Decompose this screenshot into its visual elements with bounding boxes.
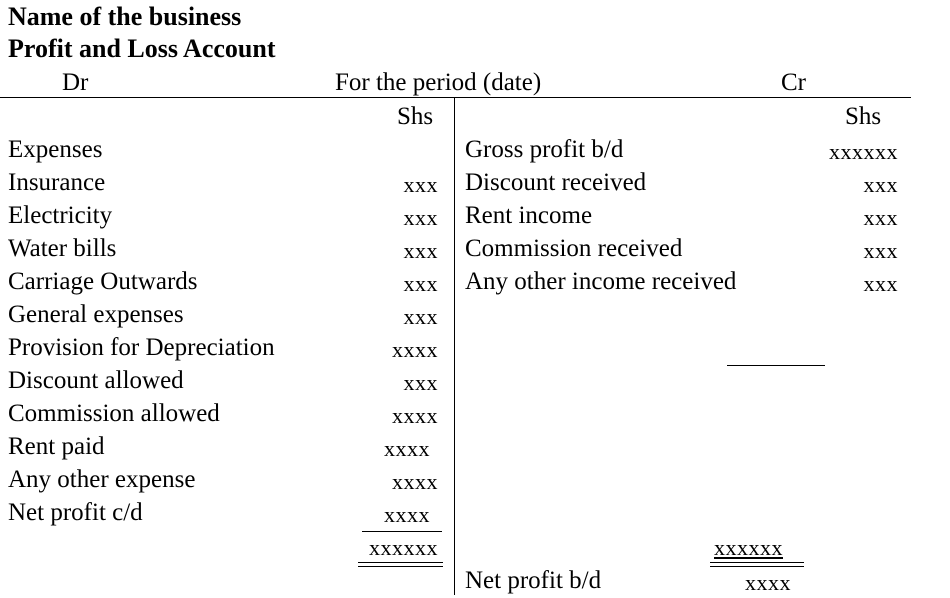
credit-currency-label: Shs [845,103,882,130]
debit-item-amount: xxx [403,304,438,329]
debit-item-label: Commission allowed [8,400,220,427]
debit-item-amount: xxx [403,271,438,296]
debit-item-label: Net profit c/d [8,499,143,526]
net-profit-bd-amount: xxxx [745,570,791,595]
cr-label: Cr [781,69,806,96]
debit-item-amount: xxxx [384,436,430,461]
debit-item-label: Any other expense [8,466,196,493]
debit-item-label: Electricity [8,202,113,229]
debit-item-amount: xxx [403,205,438,230]
expenses-section-label: Expenses [8,136,103,163]
credit-item-label: Commission received [465,235,683,262]
debit-item-amount: xxxx [384,502,430,527]
credit-subtotal-rule [727,365,825,366]
credit-item-label: Gross profit b/d [465,136,624,163]
header-rule [0,97,911,98]
debit-item-label: Carriage Outwards [8,268,198,295]
credit-item-amount: xxx [863,271,898,296]
business-name: Name of the business [8,2,242,31]
account-title: Profit and Loss Account [8,34,276,63]
credit-item-label: Rent income [465,202,593,229]
net-profit-bd-label: Net profit b/d [465,567,602,594]
debit-item-amount: xxxx [392,403,438,428]
credit-total-double-rule-top [710,562,804,563]
credit-item-amount: xxx [863,172,898,197]
debit-item-label: Rent paid [8,433,105,460]
credit-item-label: Discount received [465,169,647,196]
period-label: For the period (date) [335,69,542,96]
debit-item-amount: xxxx [392,469,438,494]
credit-total-double-rule-bottom [710,566,804,567]
center-divider [454,98,455,595]
credit-item-amount: xxx [863,205,898,230]
debit-currency-label: Shs [397,103,434,130]
debit-item-amount: xxx [403,370,438,395]
credit-total: xxxxxx [714,535,783,560]
debit-total: xxxxxx [369,535,438,560]
debit-item-label: Provision for Depreciation [8,334,275,361]
debit-item-amount: xxx [403,172,438,197]
debit-item-label: Discount allowed [8,367,184,394]
debit-item-amount: xxx [403,238,438,263]
debit-total-double-rule-bottom [358,566,443,567]
debit-item-label: Insurance [8,169,106,196]
credit-item-label: Any other income received [465,268,737,295]
dr-label: Dr [62,69,89,96]
debit-total-double-rule-top [358,562,443,563]
debit-item-label: Water bills [8,235,117,262]
debit-subtotal-rule [362,531,442,532]
credit-item-amount: xxx [863,238,898,263]
debit-item-label: General expenses [8,301,184,328]
credit-item-amount: xxxxxx [829,139,898,164]
debit-item-amount: xxxx [392,337,438,362]
